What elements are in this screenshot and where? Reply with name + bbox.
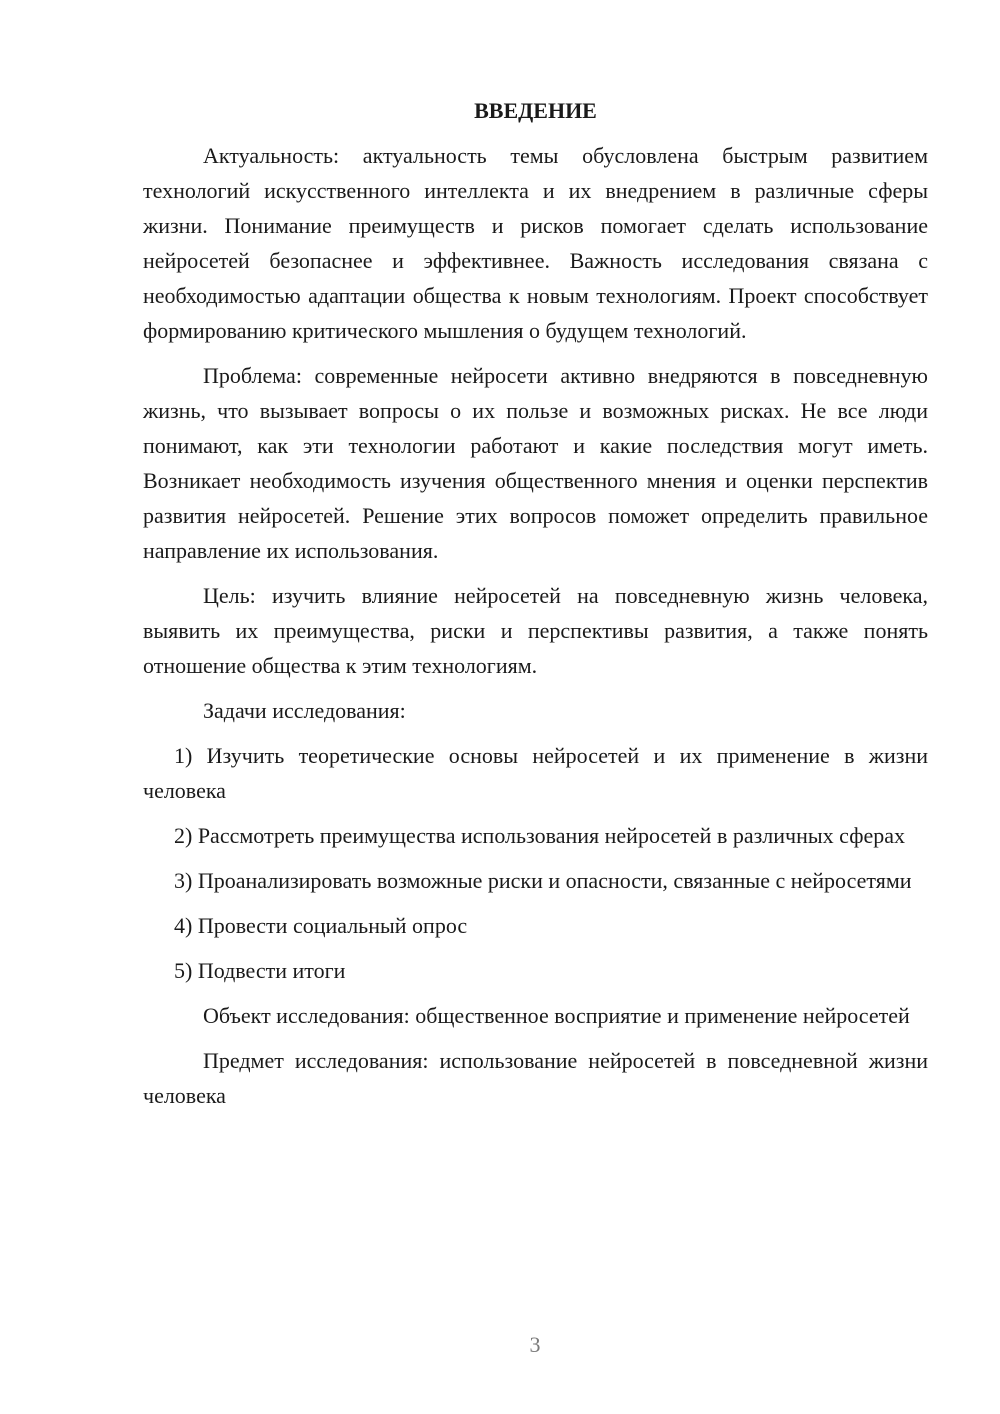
page-content xyxy=(143,93,928,1123)
task-item-1: 1) Изучить теоретические основы нейросетей и их применение в жизни человека xyxy=(143,743,928,803)
object-paragraph: Объект исследования: общественное восприятие и применение нейросетей xyxy=(203,1003,910,1028)
problem-paragraph: Проблема: современные нейросети активно внедряются в повседневную жизнь, что вызывает вопросы о их пользе и возможных рисках. Не все люди понимают, как эти технологии работают и какие последствия могут иметь. Возникает необходимость изучения общественного мнения и оценки перспектив развития нейросетей. Решение этих вопросов поможет определить правильное направление их использования. xyxy=(143,363,928,563)
task-item-5: 5) Подвести итоги xyxy=(174,958,346,983)
page-number: 3 xyxy=(529,1332,541,1357)
task-item-4: 4) Провести социальный опрос xyxy=(174,913,468,938)
relevance-paragraph: Актуальность: актуальность темы обусловлена быстрым развитием технологий искусственного интеллекта и их внедрением в различные сферы жизни. Понимание преимуществ и рисков помогает сделать использование нейросетей безопаснее и эффективнее. Важность исследования связана с необходимостью адаптации общества к новым технологиям. Проект способствует формированию критического мышления о будущем технологий. xyxy=(143,143,928,343)
tasks-heading: Задачи исследования: xyxy=(203,698,406,723)
task-item-3: 3) Проанализировать возможные риски и опасности, связанные с нейросетями xyxy=(174,868,912,893)
subject-paragraph: Предмет исследования: использование нейросетей в повседневной жизни человека xyxy=(143,1048,928,1108)
task-item-2: 2) Рассмотреть преимущества использования нейросетей в различных сферах xyxy=(174,823,905,848)
goal-paragraph: Цель: изучить влияние нейросетей на повседневную жизнь человека, выявить их преимущества, риски и перспективы развития, а также понять отношение общества к этим технологиям. xyxy=(143,583,928,678)
section-heading: ВВЕДЕНИЕ xyxy=(474,98,597,123)
